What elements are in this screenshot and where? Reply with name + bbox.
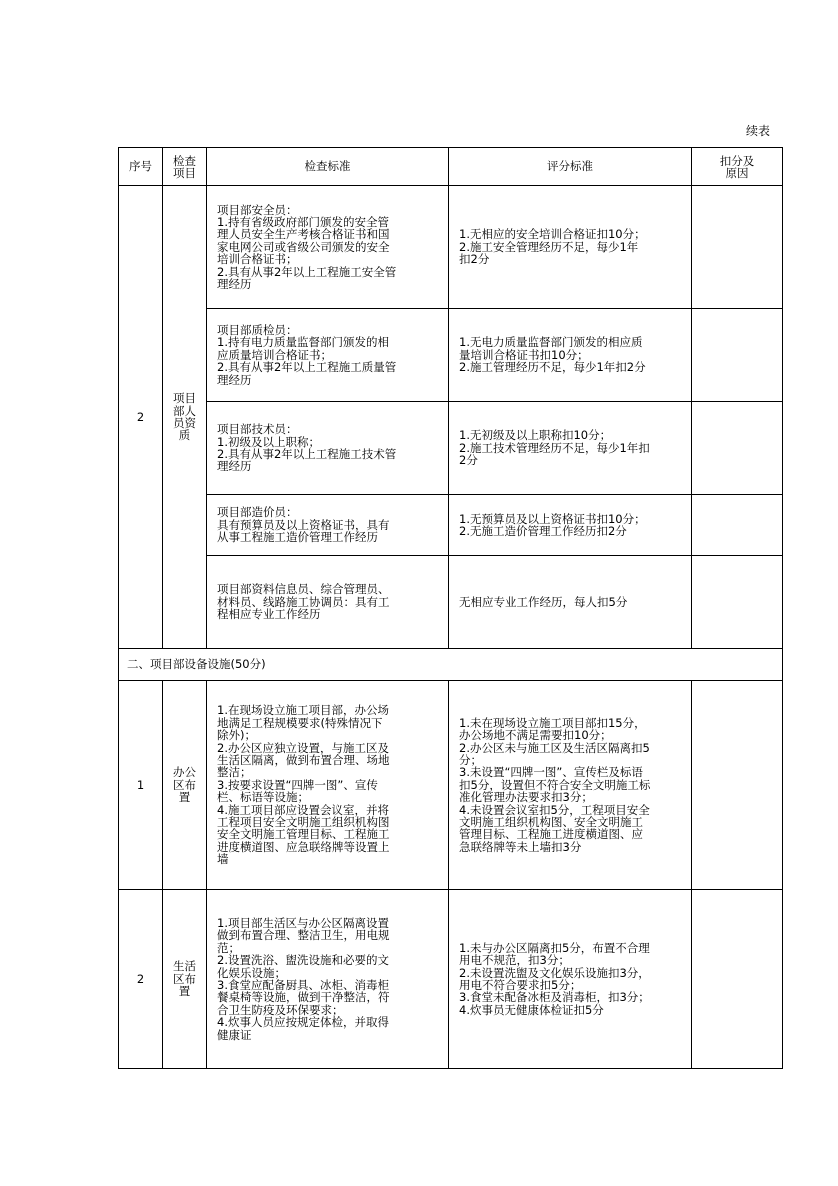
check-standard: 项目部技术员： 1.初级及以上职称； 2.具有从事2年以上工程施工技术管 理经历	[207, 402, 449, 495]
row-number: 1	[119, 681, 163, 890]
deduction-cell	[692, 186, 783, 309]
scoring-standard: 1.无电力质量监督部门颁发的相应质 量培训合格证书扣10分； 2.施工管理经历不足，每少1年扣2分	[449, 309, 692, 402]
scoring-standard: 1.无预算员及以上资格证书扣10分； 2.无施工造价管理工作经历扣2分	[449, 495, 692, 556]
table-row	[119, 556, 783, 649]
deduction-cell	[692, 495, 783, 556]
scoring-standard: 1.未在现场设立施工项目部扣15分， 办公场地不满足需要扣10分； 2.办公区未与施工区及生活区隔离扣5 分； 3.未设置“四牌一图”、宣传栏及标语 扣5分，设置但不符合安全文明施工标 准化管理办法要求扣3分； 4.未设置会议室扣5分，工程项目安全 文明施工组织机构图、安全文明施工 管理目标、工程施工进度横道图、应 急联络牌等未上墙扣3分	[449, 681, 692, 890]
section-title: 二、项目部设备设施(50分)	[119, 649, 783, 681]
deduction-cell	[692, 681, 783, 890]
section-row	[119, 649, 783, 681]
row-number: 2	[119, 890, 163, 1069]
table-row	[119, 402, 783, 495]
header-deduction: 扣分及 原因	[692, 148, 783, 186]
deduction-cell	[692, 556, 783, 649]
table-row	[119, 495, 783, 556]
header-item: 检查 项目	[163, 148, 207, 186]
continued-label: 续表	[746, 124, 771, 138]
check-standard: 项目部安全员： 1.持有省级政府部门颁发的安全管 理人员安全生产考核合格证书和国 家电网公司或省级公司颁发的安全 培训合格证书； 2.具有从事2年以上工程施工安全管 理经历	[207, 186, 449, 309]
header-scoring: 评分标准	[449, 148, 692, 186]
table-row	[119, 309, 783, 402]
scoring-standard: 1.无初级及以上职称扣10分； 2.施工技术管理经历不足，每少1年扣 2分	[449, 402, 692, 495]
row-number: 2	[119, 186, 163, 649]
deduction-cell	[692, 402, 783, 495]
check-item: 办公 区布 置	[163, 681, 207, 890]
inspection-table	[118, 147, 783, 1069]
deduction-cell	[692, 890, 783, 1069]
check-standard: 项目部质检员： 1.持有电力质量监督部门颁发的相 应质量培训合格证书； 2.具有从事2年以上工程施工质量管 理经历	[207, 309, 449, 402]
scoring-standard: 无相应专业工作经历，每人扣5分	[449, 556, 692, 649]
header-no: 序号	[119, 148, 163, 186]
header-standard: 检查标准	[207, 148, 449, 186]
check-standard: 1.项目部生活区与办公区隔离设置 做到布置合理、整洁卫生，用电规 范； 2.设置洗浴、盥洗设施和必要的文 化娱乐设施； 3.食堂应配备厨具、冰柜、消毒柜 餐桌椅等设施，做到干净整洁，符 合卫生防疫及环保要求； 4.炊事人员应按规定体检，并取得 健康证	[207, 890, 449, 1069]
table-row	[119, 681, 783, 890]
header-row	[119, 148, 783, 186]
table-row	[119, 890, 783, 1069]
table-row	[119, 186, 783, 309]
scoring-standard: 1.未与办公区隔离扣5分，布置不合理 用电不规范，扣3分； 2.未设置洗盥及文化娱乐设施扣3分， 用电不符合要求扣5分； 3.食堂未配备冰柜及消毒柜，扣3分； 4.炊事员无健康体检证扣5分	[449, 890, 692, 1069]
check-standard: 1.在现场设立施工项目部，办公场 地满足工程规模要求(特殊情况下 除外)； 2.办公区应独立设置，与施工区及 生活区隔离，做到布置合理、场地 整洁； 3.按要求设置“四牌一图”、宣传 栏、标语等设施； 4.施工项目部应设置会议室，并将 工程项目安全文明施工组织机构图 安全文明施工管理目标、工程施工 进度横道图、应急联络牌等设置上 墙	[207, 681, 449, 890]
check-standard: 项目部资料信息员、综合管理员、 材料员、线路施工协调员：具有工 程相应专业工作经历	[207, 556, 449, 649]
deduction-cell	[692, 309, 783, 402]
check-standard: 项目部造价员： 具有预算员及以上资格证书，具有 从事工程施工造价管理工作经历	[207, 495, 449, 556]
check-item: 项目 部人 员资 质	[163, 186, 207, 649]
check-item: 生活 区布 置	[163, 890, 207, 1069]
scoring-standard: 1.无相应的安全培训合格证扣10分； 2.施工安全管理经历不足，每少1年 扣2分	[449, 186, 692, 309]
